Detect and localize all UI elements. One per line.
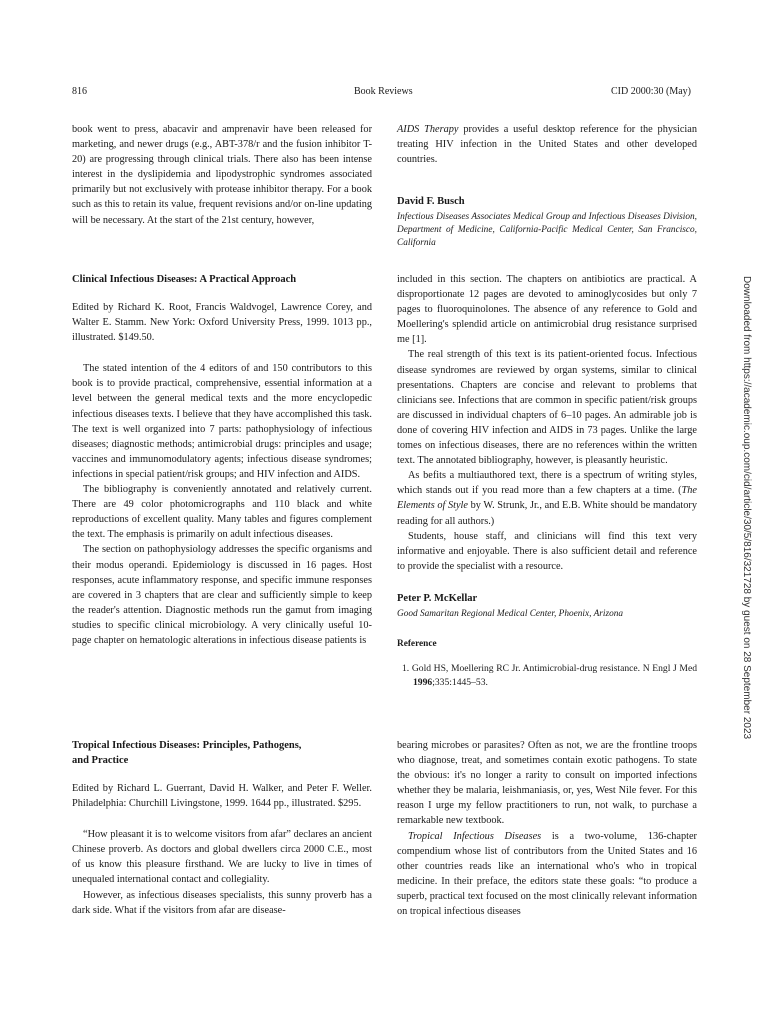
paragraph-text: provides a useful desktop reference for the physician treating HIV infection in the United States and other developed countries. bbox=[397, 124, 698, 166]
page-number: 816 bbox=[72, 86, 87, 97]
review-clinical-id-right bbox=[397, 272, 697, 689]
download-notice: Downloaded from https://academic.oup.com/cid/article/30/5/816/321728 by guest on 28 September 2023 bbox=[741, 276, 752, 740]
paragraph: bearing microbes or parasites? Often as not, we are the frontline troops who diagnose, treat, and sometimes contain exotic pathogens. To state the obvious: it's no longer a rarity to consult on imported infections whether they be malaria, leishmaniasis, or, yes, West Nile fever. For this reason I urge my fellow practitioners to run, not walk, to purchase a remarkable new textbook. bbox=[397, 740, 697, 827]
book-title: AIDS Therapy bbox=[397, 124, 459, 135]
review-title-line: and Practice bbox=[72, 755, 129, 766]
paragraph bbox=[397, 122, 697, 167]
reference-item bbox=[397, 662, 697, 689]
paragraph-text: As befits a multiauthored text, there is a spectrum of writing styles, which stands out if you read more than a few chapters at a time. ( bbox=[397, 470, 697, 497]
review-tropical-id-right bbox=[397, 738, 697, 919]
review-title bbox=[72, 738, 372, 768]
review-title: Clinical Infectious Diseases: A Practical Approach bbox=[72, 274, 297, 285]
paragraph-text: is a two-volume, 136-chapter compendium whose list of contributors from the United States and 16 other countries reads like an international who's who in tropical medicine. In their preface, the editors state these goals: “to produce a superb, practical text focused on the most clinically relevant information on tropical infectious diseases bbox=[397, 830, 697, 918]
paragraph: “How pleasant it is to welcome visitors from afar” declares an ancient Chinese proverb. As doctors and global dwellers circa 2000 C.E., most of us know this pleasure firsthand. We are lucky to live in times of unequaled international contact and collegiality. bbox=[72, 829, 372, 886]
reviewer-affiliation: Good Samaritan Regional Medical Center, Phoenix, Arizona bbox=[397, 608, 624, 619]
paragraph: The real strength of this text is its patient-oriented focus. Infectious disease syndromes are reviewed by organ systems, similar to clinical presentations. Chapters are concise and relevant to problems that clinicians see. Infections that are common in specific patient/risk groups are discussed in individual chapters of 6–10 pages. An admirable job is done of covering HIV infection and AIDS in 73 pages. Unlike the large tomes on infectious diseases, there are no references within the written text. The annotated bibliography, however, is pleasantly heuristic. bbox=[397, 349, 697, 467]
reviewer-name: Peter P. McKellar bbox=[397, 592, 478, 604]
reference-heading: Reference bbox=[397, 638, 437, 649]
paragraph bbox=[397, 829, 697, 920]
paragraph: The stated intention of the 4 editors of and 150 contributors to this book is to provide practical, comprehensive, essential information at a level between the general medical texts and the more encyclopedic infectious diseases texts. I believe that they have accomplished this task. The text is well organized into 7 parts: pathophysiology of infectious diseases; diagnostic methods; antimicrobial drugs: principles and usage; vaccines and immunomodulatory agents; infectious disease syndromes; infections in special patient/risk groups; and HIV infection and AIDS. bbox=[72, 363, 372, 480]
bibliographic-info: Edited by Richard K. Root, Francis Waldvogel, Lawrence Corey, and Walter E. Stamm. New York: Oxford University Press, 1999. 1013 pp., illustrated. $149.50. bbox=[72, 302, 372, 344]
reviewer-name: David F. Busch bbox=[397, 196, 465, 208]
journal-citation: CID 2000:30 (May) bbox=[611, 86, 691, 97]
running-head: Book Reviews bbox=[354, 86, 413, 97]
review-tropical-id-left bbox=[72, 738, 372, 918]
paragraph: However, as infectious diseases specialists, this sunny proverb has a dark side. What if the visitors from afar are disease- bbox=[72, 889, 372, 916]
reference-text: ;335:1445–53. bbox=[432, 676, 488, 688]
review-clinical-id-left bbox=[72, 272, 372, 648]
review-title-line: Tropical Infectious Diseases: Principles, Pathogens, bbox=[72, 740, 302, 751]
prior-review-continuation bbox=[72, 122, 372, 228]
prior-review-ending bbox=[397, 122, 697, 250]
reviewer-affiliation: Infectious Diseases Associates Medical Group and Infectious Diseases Division, Department of Medicine, California-Pacific Medical Center, San Francisco, California bbox=[397, 212, 697, 249]
paragraph: included in this section. The chapters on antibiotics are practical. A disproportionate 12 pages are devoted to aminoglycosides but only 7 pages to fluoroquinolones. The absence of any reference to Gold and Moellering's splendid article on antimicrobial drug resistance surprised me [1]. bbox=[397, 274, 697, 346]
book-title: Tropical Infectious Diseases bbox=[408, 830, 542, 842]
paragraph: The section on pathophysiology addresses the specific organisms and their modus operandi. Epidemiology is discussed in 16 pages. Host responses, acute inflammatory response, and specific immune responses are covered in 3 chapters that are clear and sufficiently simple to keep the reader's attention. Diagnostic methods run the gamut from imaging studies to specific clinical microbiology. A very clinically useful 10-page chapter on hematologic alterations in infectious disease patients is bbox=[72, 544, 372, 646]
reference-text: 1. Gold HS, Moellering RC Jr. Antimicrobial-drug resistance. N Engl J Med bbox=[402, 663, 697, 675]
paragraph: book went to press, abacavir and amprenavir have been released for marketing, and newer drugs (e.g., ABT-378/r and the fusion inhibitor T-20) are progressing through clinical trials. There also has been intense interest in the dyslipidemia and lipodystrophic syndromes associated primarily but not exclusively with protease inhibitor therapy. For a book such as this to retain its value, frequent revisions and/or on-line updating will be necessary. At the start of the 21st century, however, bbox=[72, 124, 372, 226]
bibliographic-info: Edited by Richard L. Guerrant, David H. Walker, and Peter F. Weller. Philadelphia: Churchill Livingstone, 1999. 1644 pp., illustrated. $295. bbox=[72, 783, 372, 810]
paragraph: The bibliography is conveniently annotated and relatively current. There are 49 color photomicrographs and 110 black and white reproductions of excellent quality. Many tables and figures complement the text. The emphasis is primarily on adult infectious diseases. bbox=[72, 484, 372, 541]
reference-year: 1996 bbox=[413, 676, 433, 688]
paragraph: Students, house staff, and clinicians will find this text very informative and enjoyable. There is also sufficient detail and reference to provide the specialist with a resource. bbox=[397, 530, 697, 572]
paragraph bbox=[397, 468, 697, 528]
paragraph-text: by W. Strunk, Jr., and E.B. White should be mandatory reading for all authors.) bbox=[397, 500, 697, 527]
book-title: The Elements of Style bbox=[397, 485, 697, 512]
